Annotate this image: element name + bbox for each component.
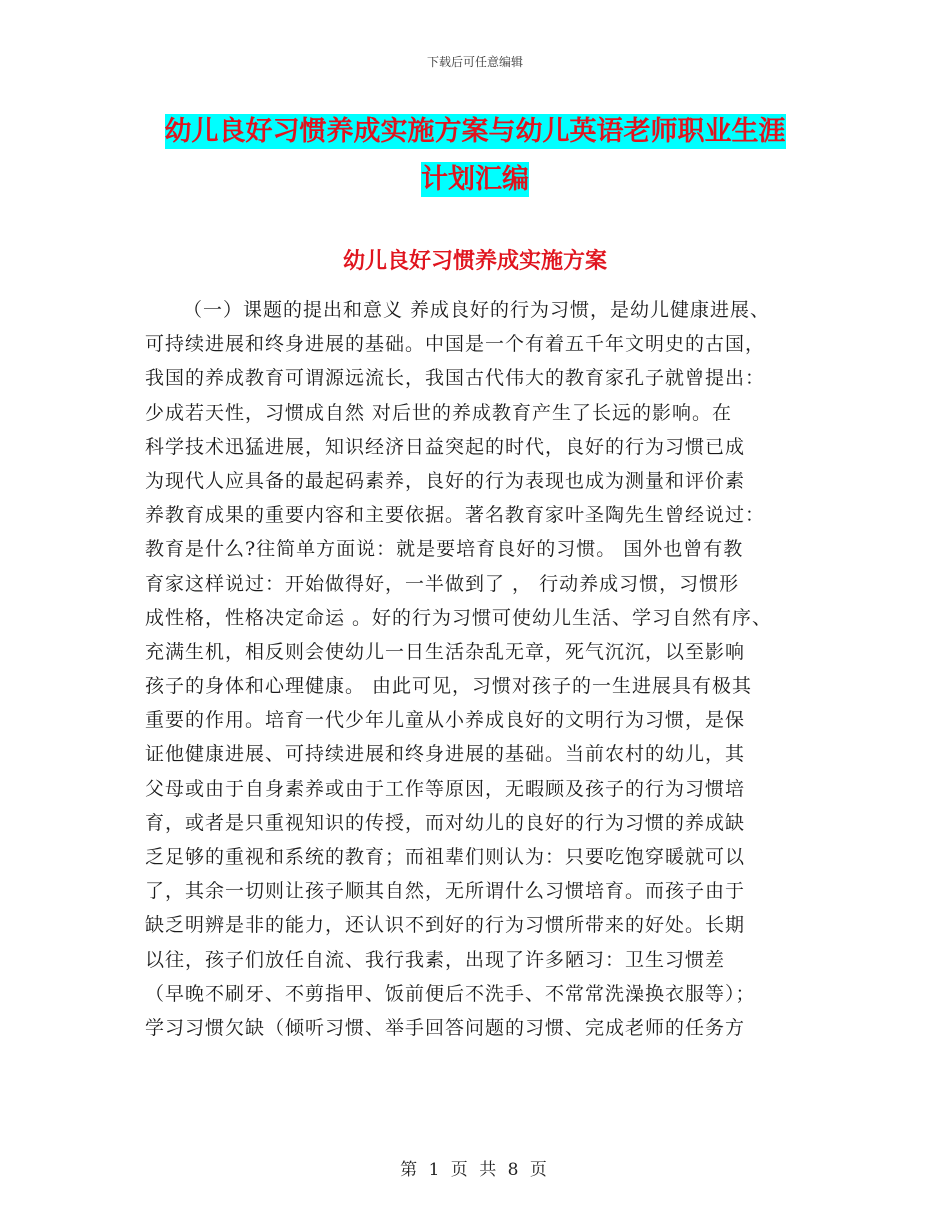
body-line: 育，或者是只重视知识的传授，而对幼儿的良好的行为习惯的养成缺 <box>145 811 746 834</box>
document-title-line-1: 幼儿良好习惯养成实施方案与幼儿英语老师职业生涯 <box>164 116 786 147</box>
body-line: 孩子的身体和心理健康。 由此可见，习惯对孩子的一生进展具有极其 <box>145 675 753 698</box>
section-title: 幼儿良好习惯养成实施方案 <box>342 249 607 274</box>
body-text <box>145 293 835 1045</box>
page-number: 第 1 页 共 8 页 <box>400 1160 550 1180</box>
body-line: 父母或由于自身素养或由于工作等原因，无暇顾及孩子的行为习惯培 <box>145 777 746 800</box>
body-line: 充满生机，相反则会使幼儿一日生活杂乱无章，死气沉沉，以至影响 <box>145 640 746 663</box>
body-line: 为现代人应具备的最起码素养，良好的行为表现也成为测量和评价素 <box>145 469 746 492</box>
body-line: 乏足够的重视和系统的教育；而祖辈们则认为：只要吃饱穿暖就可以 <box>145 846 746 868</box>
body-line: 教育是什么?往简单方面说：就是要培育良好的习惯。 国外也曾有教 <box>145 538 744 561</box>
body-line: （早晚不刷牙、不剪指甲、饭前便后不洗手、不常常洗澡换衣服等）； <box>145 982 756 1005</box>
body-line: 我国的养成教育可谓源远流长，我国古代伟大的教育家孔子就曾提出： <box>145 367 766 390</box>
body-line: 缺乏明辨是非的能力，还认识不到好的行为习惯所带来的好处。长期 <box>145 914 746 937</box>
body-line: 证他健康进展、可持续进展和终身进展的基础。当前农村的幼儿，其 <box>145 743 746 766</box>
document-title-line-2: 计划汇编 <box>421 164 529 195</box>
body-line: 成性格，性格决定命运 。好的行为习惯可使幼儿生活、学习自然有序、 <box>145 606 773 629</box>
body-line: 了，其余一切则让孩子顺其自然，无所谓什么习惯培育。而孩子由于 <box>145 880 746 903</box>
body-line: 养教育成果的重要内容和主要依据。著名教育家叶圣陶先生曾经说过： <box>145 504 766 527</box>
page-header-note: 下载后可任意编辑 <box>426 55 523 69</box>
body-line: 少成若天性，习惯成自然 对后世的养成教育产生了长远的影响。在 <box>145 401 733 424</box>
body-line: 学习习惯欠缺（倾听习惯、举手回答问题的习惯、完成老师的任务方 <box>145 1016 746 1039</box>
body-line: 科学技术迅猛进展，知识经济日益突起的时代，良好的行为习惯已成 <box>145 435 746 458</box>
document-title <box>0 108 950 204</box>
body-line: （一）课题的提出和意义 养成良好的行为习惯，是幼儿健康进展、 <box>183 299 771 321</box>
body-line: 以往，孩子们放任自流、我行我素，出现了许多陋习：卫生习惯差 <box>145 948 726 971</box>
body-line: 可持续进展和终身进展的基础。中国是一个有着五千年文明史的古国， <box>145 333 766 356</box>
body-line: 重要的作用。培育一代少年儿童从小养成良好的文明行为习惯，是保 <box>145 709 746 732</box>
body-line: 育家这样说过：开始做得好，一半做到了 ， 行动养成习惯，习惯形 <box>145 572 740 595</box>
